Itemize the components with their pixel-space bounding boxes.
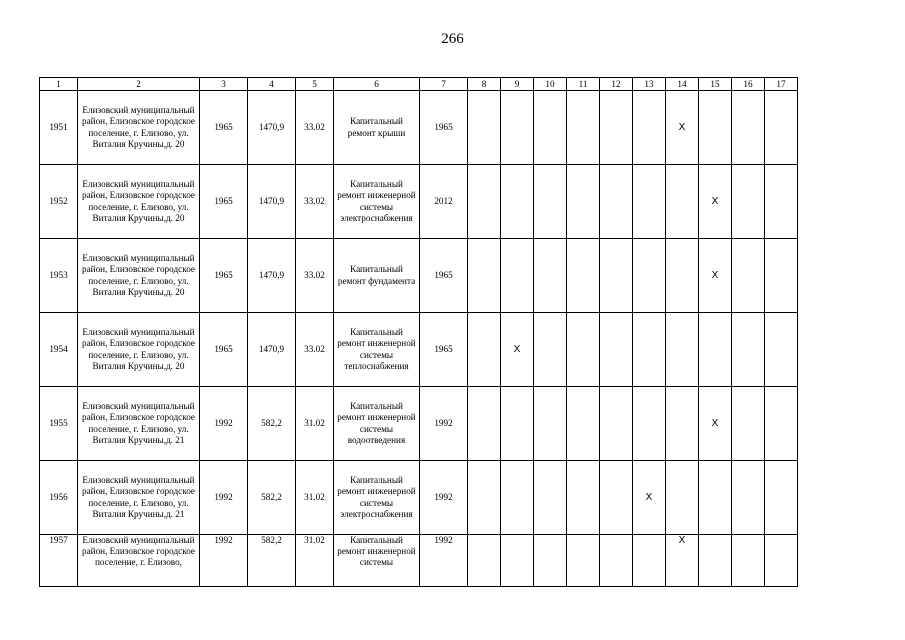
- work-type-cell: Капитальный ремонт инженерной системы электроснабжения: [334, 165, 420, 239]
- column-header: 3: [200, 78, 248, 91]
- work-type-cell: Капитальный ремонт крыши: [334, 91, 420, 165]
- column-header: 10: [534, 78, 567, 91]
- column-header: 9: [501, 78, 534, 91]
- empty-cell: [732, 239, 765, 313]
- year-cell: 1992: [420, 387, 468, 461]
- work-type-cell: Капитальный ремонт инженерной системы теплоснабжения: [334, 313, 420, 387]
- empty-cell: [501, 535, 534, 587]
- x-mark: X: [678, 535, 686, 546]
- x-mark: X: [711, 417, 719, 429]
- address-cell: Елизовский муниципальный район, Елизовское городское поселение, г. Елизово, ул. Виталия Кручины,д. 21: [78, 461, 200, 535]
- column-header: 13: [633, 78, 666, 91]
- table-row: [40, 535, 798, 587]
- row-number-cell: 1954: [40, 313, 78, 387]
- empty-cell: [600, 91, 633, 165]
- column-header: 4: [248, 78, 296, 91]
- work-type-cell: Капитальный ремонт инженерной системы водоотведения: [334, 387, 420, 461]
- table-row: [40, 387, 798, 461]
- row-number-cell: 1951: [40, 91, 78, 165]
- empty-cell: [534, 313, 567, 387]
- empty-cell: [699, 91, 732, 165]
- empty-cell: [534, 461, 567, 535]
- table-row: [40, 165, 798, 239]
- code-cell: 31.02: [296, 461, 334, 535]
- empty-cell: [732, 461, 765, 535]
- empty-cell: [732, 91, 765, 165]
- empty-cell: [567, 239, 600, 313]
- column-header: 12: [600, 78, 633, 91]
- mark-cell: [666, 535, 699, 587]
- year-cell: 1965: [420, 313, 468, 387]
- empty-cell: [732, 535, 765, 587]
- code-cell: 33.02: [296, 313, 334, 387]
- year-cell: 1965: [420, 91, 468, 165]
- x-mark: X: [678, 121, 686, 133]
- code-cell: 31.02: [296, 535, 334, 587]
- row-number-cell: 1952: [40, 165, 78, 239]
- address-cell: Елизовский муниципальный район, Елизовское городское поселение, г. Елизово, ул. Виталия Кручины,д. 20: [78, 165, 200, 239]
- empty-cell: [699, 461, 732, 535]
- build-year-cell: 1992: [200, 461, 248, 535]
- empty-cell: [600, 461, 633, 535]
- column-header: 11: [567, 78, 600, 91]
- empty-cell: [501, 91, 534, 165]
- empty-cell: [666, 387, 699, 461]
- work-type-cell: Капитальный ремонт инженерной системы электроснабжения: [334, 461, 420, 535]
- build-year-cell: 1965: [200, 165, 248, 239]
- mark-cell: [501, 313, 534, 387]
- column-header: 14: [666, 78, 699, 91]
- column-header: 1: [40, 78, 78, 91]
- year-cell: 2012: [420, 165, 468, 239]
- empty-cell: [765, 239, 798, 313]
- empty-cell: [600, 535, 633, 587]
- build-year-cell: 1965: [200, 91, 248, 165]
- empty-cell: [633, 165, 666, 239]
- empty-cell: [501, 239, 534, 313]
- empty-cell: [468, 91, 501, 165]
- build-year-cell: 1992: [200, 535, 248, 587]
- empty-cell: [468, 165, 501, 239]
- empty-cell: [501, 387, 534, 461]
- empty-cell: [501, 165, 534, 239]
- table-row: [40, 239, 798, 313]
- empty-cell: [468, 239, 501, 313]
- column-header: 6: [334, 78, 420, 91]
- empty-cell: [666, 461, 699, 535]
- year-cell: 1992: [420, 461, 468, 535]
- table-row: [40, 91, 798, 165]
- empty-cell: [600, 239, 633, 313]
- empty-cell: [765, 535, 798, 587]
- column-header: 16: [732, 78, 765, 91]
- empty-cell: [567, 165, 600, 239]
- empty-cell: [765, 461, 798, 535]
- empty-cell: [600, 165, 633, 239]
- repair-table: [39, 77, 798, 587]
- empty-cell: [534, 387, 567, 461]
- empty-cell: [765, 91, 798, 165]
- empty-cell: [633, 313, 666, 387]
- empty-cell: [567, 535, 600, 587]
- code-cell: 33.02: [296, 165, 334, 239]
- work-type-cell: Капитальный ремонт фундамента: [334, 239, 420, 313]
- area-cell: 1470,9: [248, 91, 296, 165]
- code-cell: 33.02: [296, 91, 334, 165]
- address-cell: Елизовский муниципальный район, Елизовское городское поселение, г. Елизово, ул. Виталия Кручины,д. 21: [78, 387, 200, 461]
- empty-cell: [633, 535, 666, 587]
- area-cell: 582,2: [248, 387, 296, 461]
- empty-cell: [633, 387, 666, 461]
- column-header: 8: [468, 78, 501, 91]
- empty-cell: [468, 387, 501, 461]
- empty-cell: [600, 313, 633, 387]
- build-year-cell: 1992: [200, 387, 248, 461]
- mark-cell: [666, 91, 699, 165]
- code-cell: 31.02: [296, 387, 334, 461]
- empty-cell: [732, 165, 765, 239]
- empty-cell: [765, 165, 798, 239]
- column-header: 7: [420, 78, 468, 91]
- address-cell: Елизовский муниципальный район, Елизовское городское поселение, г. Елизово, ул. Виталия Кручины,д. 20: [78, 91, 200, 165]
- empty-cell: [567, 313, 600, 387]
- column-header: 17: [765, 78, 798, 91]
- build-year-cell: 1965: [200, 313, 248, 387]
- area-cell: 582,2: [248, 535, 296, 587]
- build-year-cell: 1965: [200, 239, 248, 313]
- empty-cell: [633, 91, 666, 165]
- area-cell: 1470,9: [248, 313, 296, 387]
- empty-cell: [666, 239, 699, 313]
- empty-cell: [765, 387, 798, 461]
- empty-cell: [732, 313, 765, 387]
- row-number-cell: 1953: [40, 239, 78, 313]
- table-row: [40, 313, 798, 387]
- area-cell: 1470,9: [248, 165, 296, 239]
- mark-cell: [699, 387, 732, 461]
- table-body: [40, 91, 798, 587]
- work-type-cell: Капитальный ремонт инженерной системы: [334, 535, 420, 587]
- empty-cell: [534, 535, 567, 587]
- empty-cell: [699, 313, 732, 387]
- row-number-cell: 1957: [40, 535, 78, 587]
- empty-cell: [501, 461, 534, 535]
- empty-cell: [567, 461, 600, 535]
- empty-cell: [468, 313, 501, 387]
- empty-cell: [732, 387, 765, 461]
- empty-cell: [600, 387, 633, 461]
- empty-cell: [468, 535, 501, 587]
- column-header: 15: [699, 78, 732, 91]
- header-row: [40, 78, 798, 91]
- empty-cell: [534, 239, 567, 313]
- table-row: [40, 461, 798, 535]
- row-number-cell: 1955: [40, 387, 78, 461]
- empty-cell: [666, 165, 699, 239]
- empty-cell: [666, 313, 699, 387]
- empty-cell: [765, 313, 798, 387]
- row-number-cell: 1956: [40, 461, 78, 535]
- empty-cell: [534, 165, 567, 239]
- empty-cell: [633, 239, 666, 313]
- column-header: 5: [296, 78, 334, 91]
- address-cell: Елизовский муниципальный район, Елизовское городское поселение, г. Елизово,: [78, 535, 200, 587]
- mark-cell: [699, 165, 732, 239]
- empty-cell: [699, 535, 732, 587]
- empty-cell: [468, 461, 501, 535]
- mark-cell: [633, 461, 666, 535]
- x-mark: X: [645, 491, 653, 503]
- mark-cell: [699, 239, 732, 313]
- code-cell: 33.02: [296, 239, 334, 313]
- area-cell: 1470,9: [248, 239, 296, 313]
- address-cell: Елизовский муниципальный район, Елизовское городское поселение, г. Елизово, ул. Виталия Кручины,д. 20: [78, 313, 200, 387]
- x-mark: X: [711, 195, 719, 207]
- empty-cell: [534, 91, 567, 165]
- empty-cell: [567, 387, 600, 461]
- year-cell: 1965: [420, 239, 468, 313]
- column-header: 2: [78, 78, 200, 91]
- x-mark: X: [513, 343, 521, 355]
- address-cell: Елизовский муниципальный район, Елизовское городское поселение, г. Елизово, ул. Виталия Кручины,д. 20: [78, 239, 200, 313]
- page-number: 266: [441, 31, 464, 47]
- x-mark: X: [711, 269, 719, 281]
- empty-cell: [567, 91, 600, 165]
- area-cell: 582,2: [248, 461, 296, 535]
- year-cell: 1992: [420, 535, 468, 587]
